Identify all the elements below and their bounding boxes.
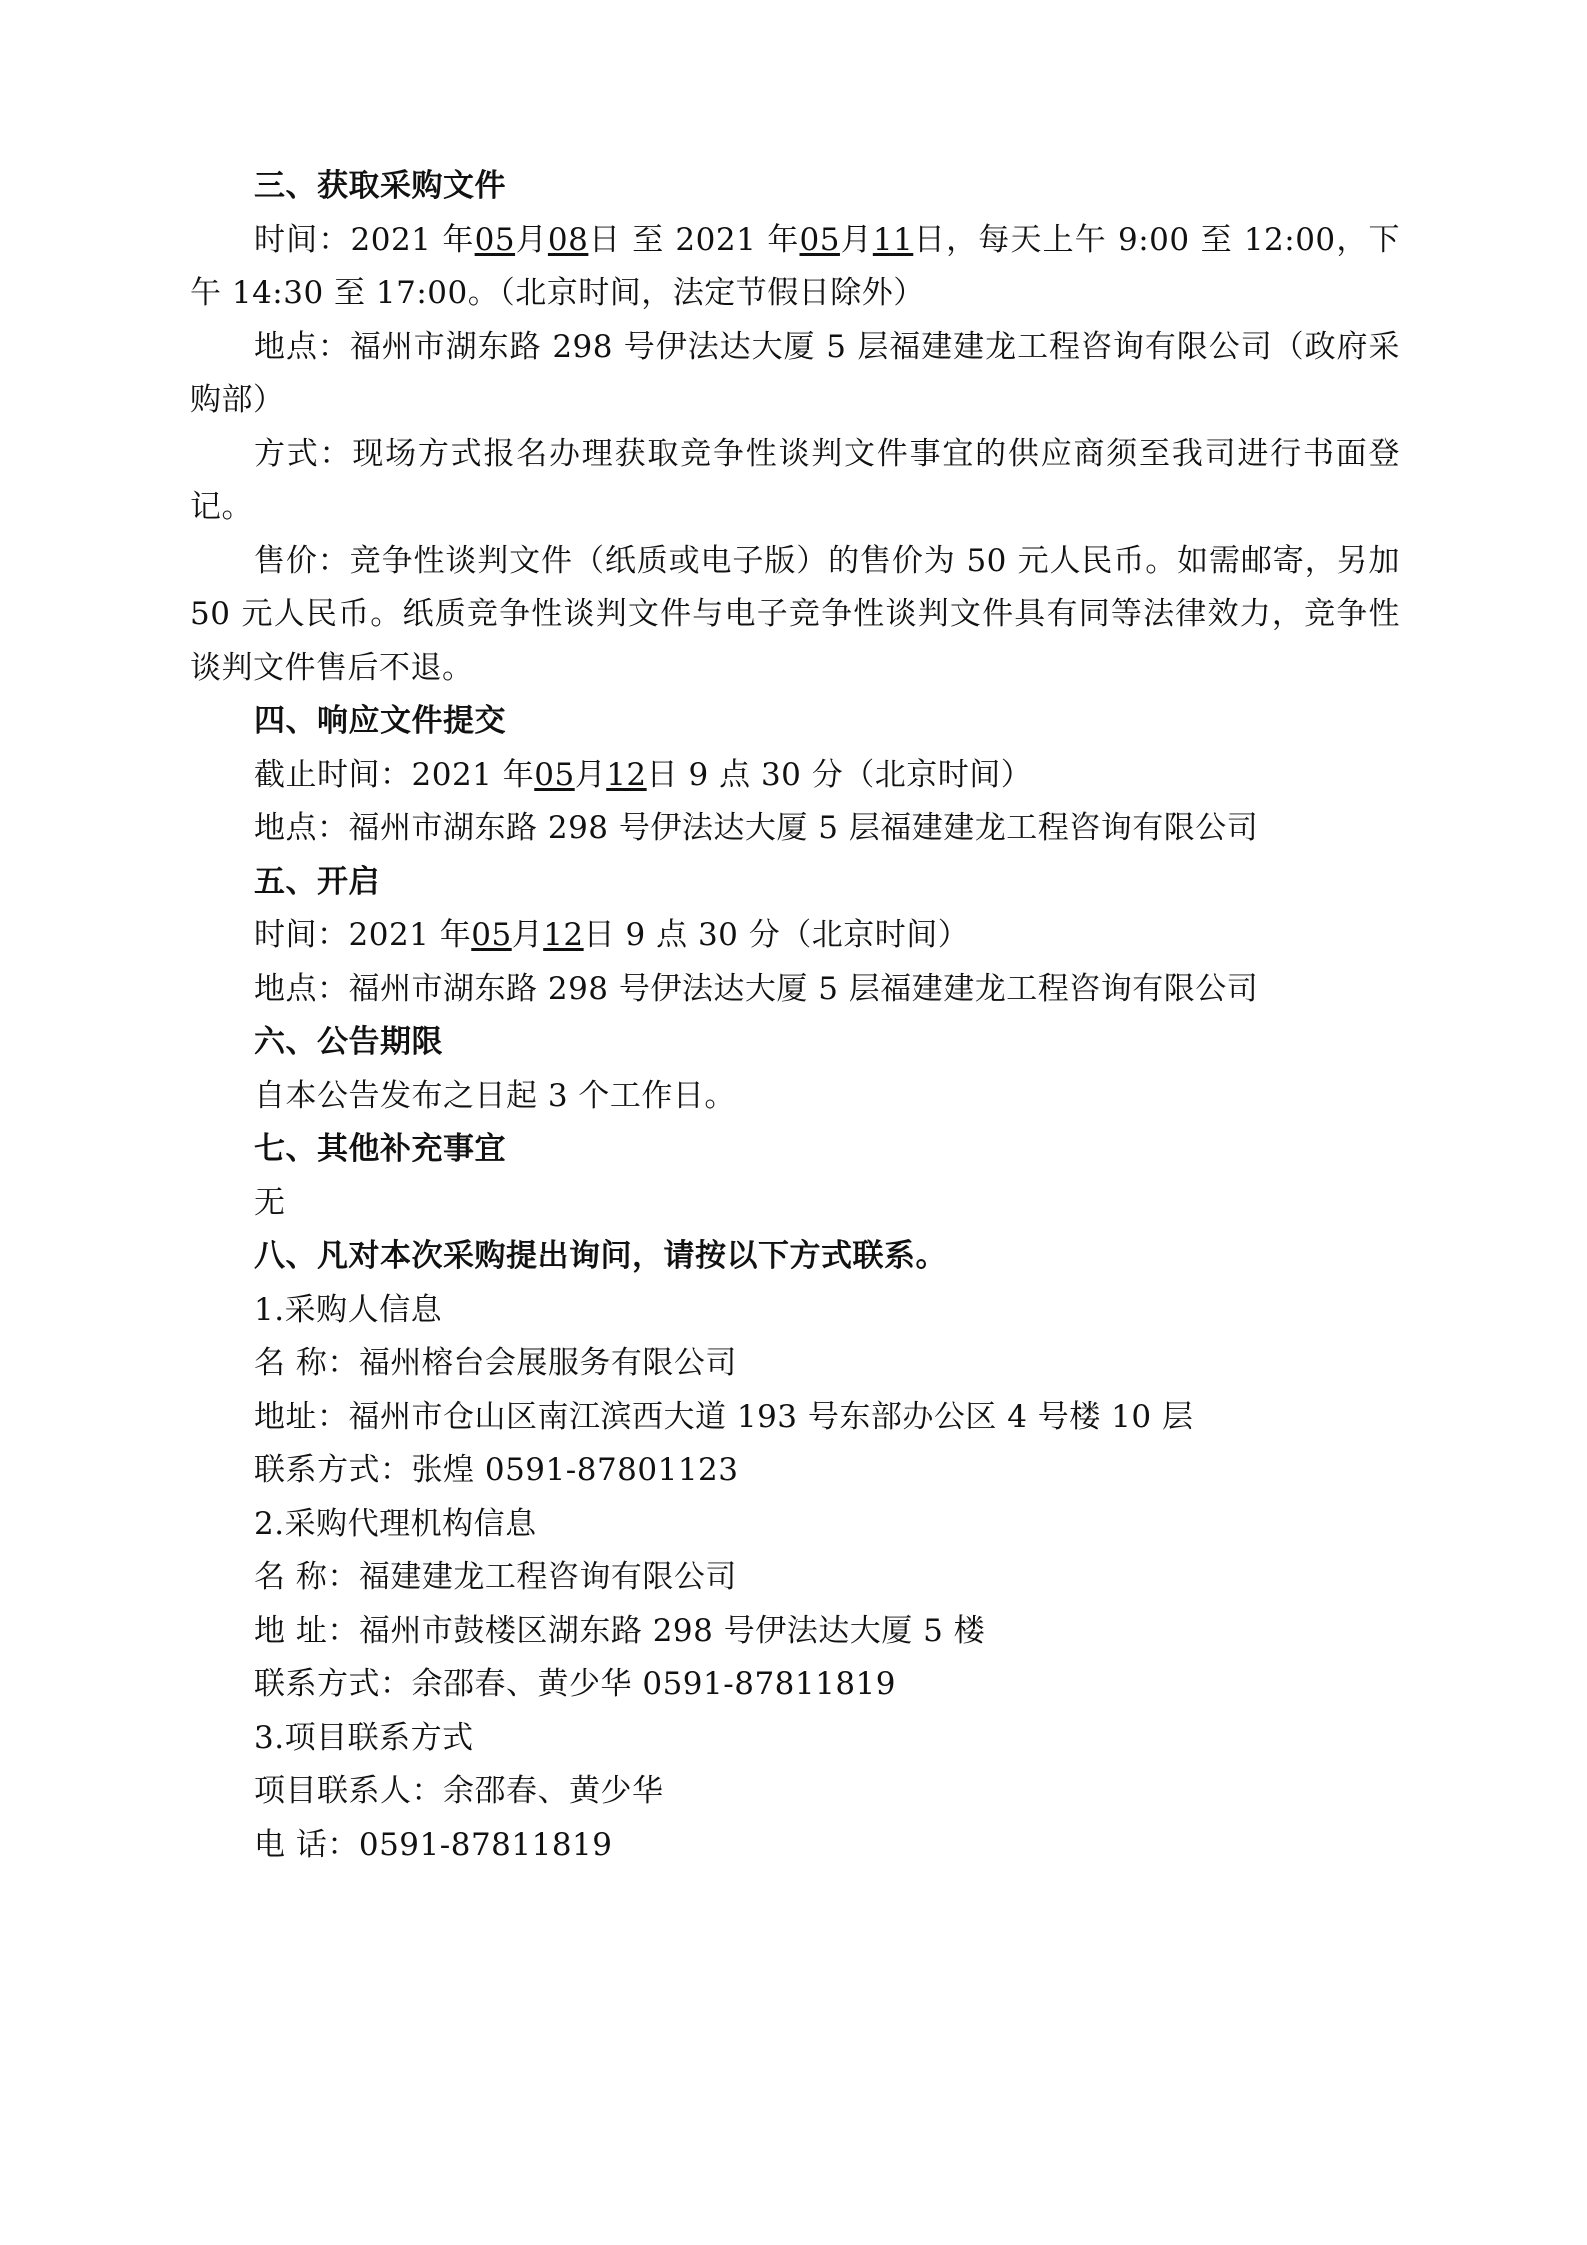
agency-contact: 联系方式：余邵春、黄少华 0591-87811819 [254, 1666, 897, 1702]
opening-time [190, 909, 1400, 963]
purchaser-name: 名 称：福州榕台会展服务有限公司 [254, 1345, 737, 1381]
obtain-start-month: 05 [474, 221, 516, 258]
opening-place: 地点：福州市湖东路 298 号伊法达大厦 5 层福建建龙工程咨询有限公司 [254, 970, 1259, 1007]
agency-name: 名 称：福建建龙工程咨询有限公司 [254, 1559, 737, 1595]
section-heading-announcement-period: 六、公告期限 [254, 1024, 443, 1060]
project-contact-person: 项目联系人：余邵春、黄少华 [254, 1773, 664, 1809]
section-heading-submission: 四、响应文件提交 [254, 703, 506, 739]
deadline-day: 12 [606, 756, 647, 793]
opening-month: 05 [471, 917, 512, 953]
other-matters-text: 无 [254, 1184, 286, 1221]
deadline-month-label: 月 [574, 756, 607, 793]
obtain-time-prefix: 时间：2021 年 [254, 221, 475, 258]
obtain-method-paragraph: 方式：现场方式报名办理获取竞争性谈判文件事宜的供应商须至我司进行书面登记。 [190, 435, 1400, 525]
section-heading-other-matters: 七、其他补充事宜 [254, 1131, 506, 1167]
deadline-suffix: 日 9 点 30 分（北京时间） [646, 756, 1033, 793]
deadline-prefix: 截止时间：2021 年 [254, 756, 535, 793]
obtain-start-day: 08 [547, 221, 589, 258]
deadline-month: 05 [534, 756, 575, 793]
opening-day: 12 [543, 917, 584, 953]
agency-address: 地 址：福州市鼓楼区湖东路 298 号伊法达大厦 5 楼 [254, 1612, 986, 1649]
obtain-time-suffix: 日，每天上午 9:00 至 12:00，下午 14:30 至 17:00。（北京时间，法定节假日除外） [190, 221, 1400, 311]
obtain-time-paragraph [190, 214, 1400, 321]
opening-month-label: 月 [511, 917, 544, 953]
section-heading-opening: 五、开启 [254, 863, 380, 900]
obtain-month-label: 月 [515, 221, 548, 258]
obtain-month-label-2: 月 [839, 221, 873, 258]
obtain-place-paragraph: 地点：福州市湖东路 298 号伊法达大厦 5 层福建建龙工程咨询有限公司（政府采购部） [190, 328, 1400, 418]
submission-place: 地点：福州市湖东路 298 号伊法达大厦 5 层福建建龙工程咨询有限公司 [254, 810, 1259, 846]
section-heading-obtain-documents: 三、获取采购文件 [254, 168, 506, 204]
purchaser-address: 地址：福州市仓山区南江滨西大道 193 号东部办公区 4 号楼 10 层 [254, 1398, 1194, 1435]
opening-time-suffix: 日 9 点 30 分（北京时间） [583, 917, 970, 953]
obtain-end-day: 11 [872, 221, 914, 258]
submission-deadline [190, 749, 1400, 803]
purchaser-info-title: 1.采购人信息 [254, 1291, 443, 1328]
project-contact-title: 3.项目联系方式 [254, 1719, 474, 1756]
document-page [190, 160, 1400, 1872]
obtain-range-text: 日 至 2021 年 [588, 221, 800, 258]
project-contact-phone: 电 话：0591-87811819 [254, 1826, 613, 1863]
obtain-end-month: 05 [799, 221, 840, 258]
purchaser-contact: 联系方式：张煌 0591-87801123 [254, 1452, 739, 1488]
agency-info-title: 2.采购代理机构信息 [254, 1505, 537, 1542]
opening-time-prefix: 时间：2021 年 [254, 917, 472, 953]
obtain-price-paragraph: 售价：竞争性谈判文件（纸质或电子版）的售价为 50 元人民币。如需邮寄，另加 50 元人民币。纸质竞争性谈判文件与电子竞争性谈判文件具有同等法律效力，竞争性谈判文件售后不退。 [190, 542, 1400, 686]
announcement-period-text: 自本公告发布之日起 3 个工作日。 [254, 1077, 736, 1114]
section-heading-contact: 八、凡对本次采购提出询问，请按以下方式联系。 [254, 1238, 947, 1274]
